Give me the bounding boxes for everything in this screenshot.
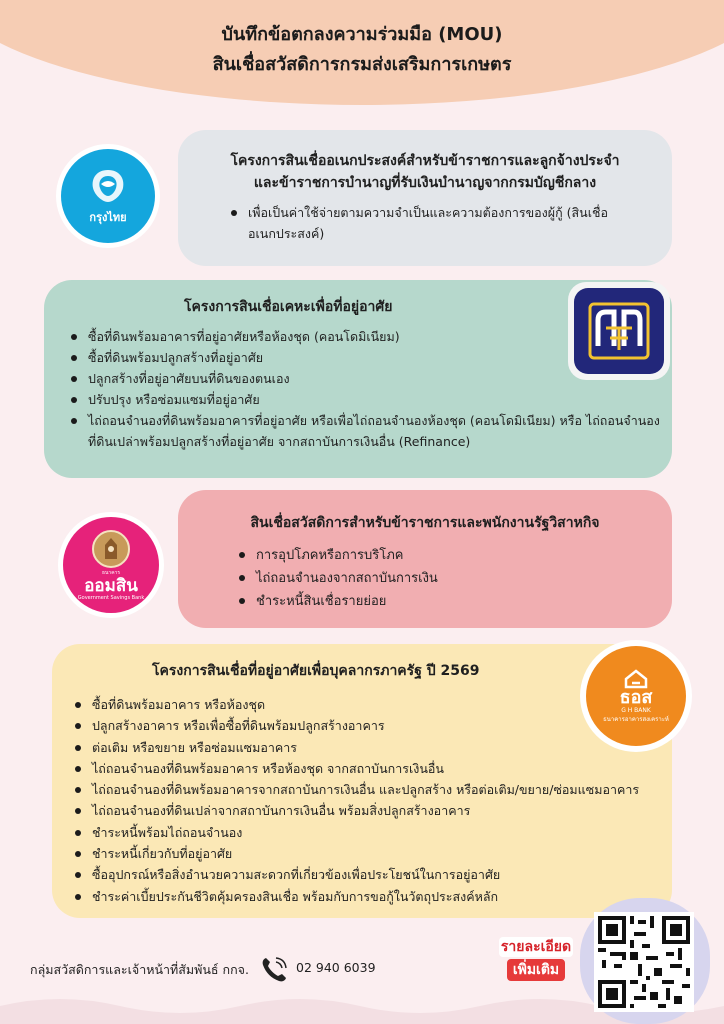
list-item: การอุปโภคหรือการบริโภค <box>234 544 672 567</box>
list-item: ซื้อที่ดินพร้อมปลูกสร้างที่อยู่อาศัย <box>66 347 666 368</box>
list-item: ปลูกสร้างอาคาร หรือเพื่อซื้อที่ดินพร้อมปลูกสร้างอาคาร <box>70 715 670 736</box>
list-item: ปลูกสร้างที่อยู่อาศัยบนที่ดินของตนเอง <box>66 368 666 389</box>
card-multipurpose-loan <box>178 130 672 266</box>
list-item: ชำระหนี้สินเชื่อรายย่อย <box>234 590 672 613</box>
footer-phone: 02 940 6039 <box>296 960 376 975</box>
more-details-badge <box>496 936 576 981</box>
ghb-emblem-icon <box>584 298 654 364</box>
list-item: ซื้ออุปกรณ์หรือสิ่งอำนวยความสะดวกที่เกี่ยวข้องเพื่อประโยชน์ในการอยู่อาศัย <box>70 864 670 885</box>
list-item: ชำระค่าเบี้ยประกันชีวิตคุ้มครองสินเชื่อ พร้อมกับการขอกู้ในวัตถุประสงค์หลัก <box>70 886 670 907</box>
card-government-housing-list <box>70 694 670 907</box>
gsb-logo-english: Government Savings Bank <box>77 595 145 601</box>
gsb-logo <box>58 512 164 618</box>
phone-icon <box>258 954 290 986</box>
list-item: ชำระหนี้พร้อมไถ่ถอนจำนอง <box>70 822 670 843</box>
list-item: ชำระหนี้เกี่ยวกับที่อยู่อาศัย <box>70 843 670 864</box>
list-item: ไถ่ถอนจำนองที่ดินพร้อมอาคารจากสถาบันการเงินอื่น และปลูกสร้าง หรือต่อเติม/ขยาย/ซ่อมแซมอาคาร <box>70 779 670 800</box>
card-government-housing-title: โครงการสินเชื่อที่อยู่อาศัยเพื่อบุคลากรภาครัฐ ปี 2569 <box>152 663 480 679</box>
ghbank-logo <box>580 640 692 752</box>
gsb-emblem-icon <box>91 529 131 569</box>
krungthai-bird-icon <box>85 166 131 206</box>
gsb-logo-brand: ออมสิน <box>84 576 138 596</box>
card-multipurpose-title <box>178 130 672 194</box>
ghb-emblem-logo <box>568 282 670 380</box>
card-multipurpose-title-line-1: โครงการสินเชื่ออเนกประสงค์สำหรับข้าราชการและลูกจ้างประจำ <box>230 153 620 169</box>
krungthai-logo-text: กรุงไทย <box>89 211 127 224</box>
card-multipurpose-title-line-2: และข้าราชการบำนาญที่รับเงินบำนาญจากกรมบัญชีกลาง <box>253 175 597 191</box>
list-item: ไถ่ถอนจำนองที่ดินเปล่าจากสถาบันการเงินอื่น พร้อมสิ่งปลูกสร้างอาคาร <box>70 800 670 821</box>
card-government-housing-loan <box>52 644 672 918</box>
krungthai-logo <box>56 144 160 248</box>
more-details-line-1: รายละเอียด <box>500 939 572 955</box>
list-item: ซื้อที่ดินพร้อมอาคาร หรือห้องชุด <box>70 694 670 715</box>
page-title <box>0 20 724 80</box>
gsb-logo-prefix: ธนาคาร <box>101 570 121 576</box>
ghbank-logo-english: G H BANK <box>621 706 651 714</box>
list-item: ไถ่ถอนจำนองที่ดินพร้อมอาคาร หรือห้องชุด จากสถาบันการเงินอื่น <box>70 758 670 779</box>
list-item: ไถ่ถอนจำนองจากสถาบันการเงิน <box>234 567 672 590</box>
ghbank-house-icon <box>623 669 649 689</box>
list-item: ซื้อที่ดินพร้อมอาคารที่อยู่อาศัยหรือห้องชุด (คอนโดมิเนียม) <box>66 326 666 347</box>
card-welfare-loan <box>178 490 672 628</box>
card-housing-title: โครงการสินเชื่อเคหะเพื่อที่อยู่อาศัย <box>184 299 393 315</box>
card-multipurpose-list <box>226 202 626 244</box>
qr-code[interactable] <box>594 912 694 1012</box>
footer-department: กลุ่มสวัสดิการและเจ้าหน้าที่สัมพันธ์ กกจ. <box>30 962 249 977</box>
title-line-2: สินเชื่อสวัสดิการกรมส่งเสริมการเกษตร <box>212 54 512 75</box>
card-welfare-list <box>234 544 672 613</box>
list-item: ปรับปรุง หรือซ่อมแซมที่อยู่อาศัย <box>66 389 666 410</box>
title-line-1: บันทึกข้อตกลงความร่วมมือ (MOU) <box>221 24 503 45</box>
ghbank-logo-thai: ธนาคารอาคารสงเคราะห์ <box>603 715 669 723</box>
more-details-line-2: เพิ่มเติม <box>507 959 565 981</box>
ghbank-logo-brand: ธอส <box>619 686 653 708</box>
card-welfare-title: สินเชื่อสวัสดิการสำหรับข้าราชการและพนักงานรัฐวิสาหกิจ <box>250 515 600 531</box>
list-item: เพื่อเป็นค่าใช้จ่ายตามความจำเป็นและความต้องการของผู้กู้ (สินเชื่ออเนกประสงค์) <box>226 202 626 244</box>
list-item: ไถ่ถอนจำนองที่ดินพร้อมอาคารที่อยู่อาศัย หรือเพื่อไถ่ถอนจำนองห้องชุด (คอนโดมิเนียม) หรือ ไถ่ถอนจำนองที่ดินเปล่าพร้อมปลูกสร้างที่อยู่อาศัย จากสถาบันการเงินอื่น (Refinance) <box>66 410 666 452</box>
list-item: ต่อเติม หรือขยาย หรือซ่อมแซมอาคาร <box>70 737 670 758</box>
